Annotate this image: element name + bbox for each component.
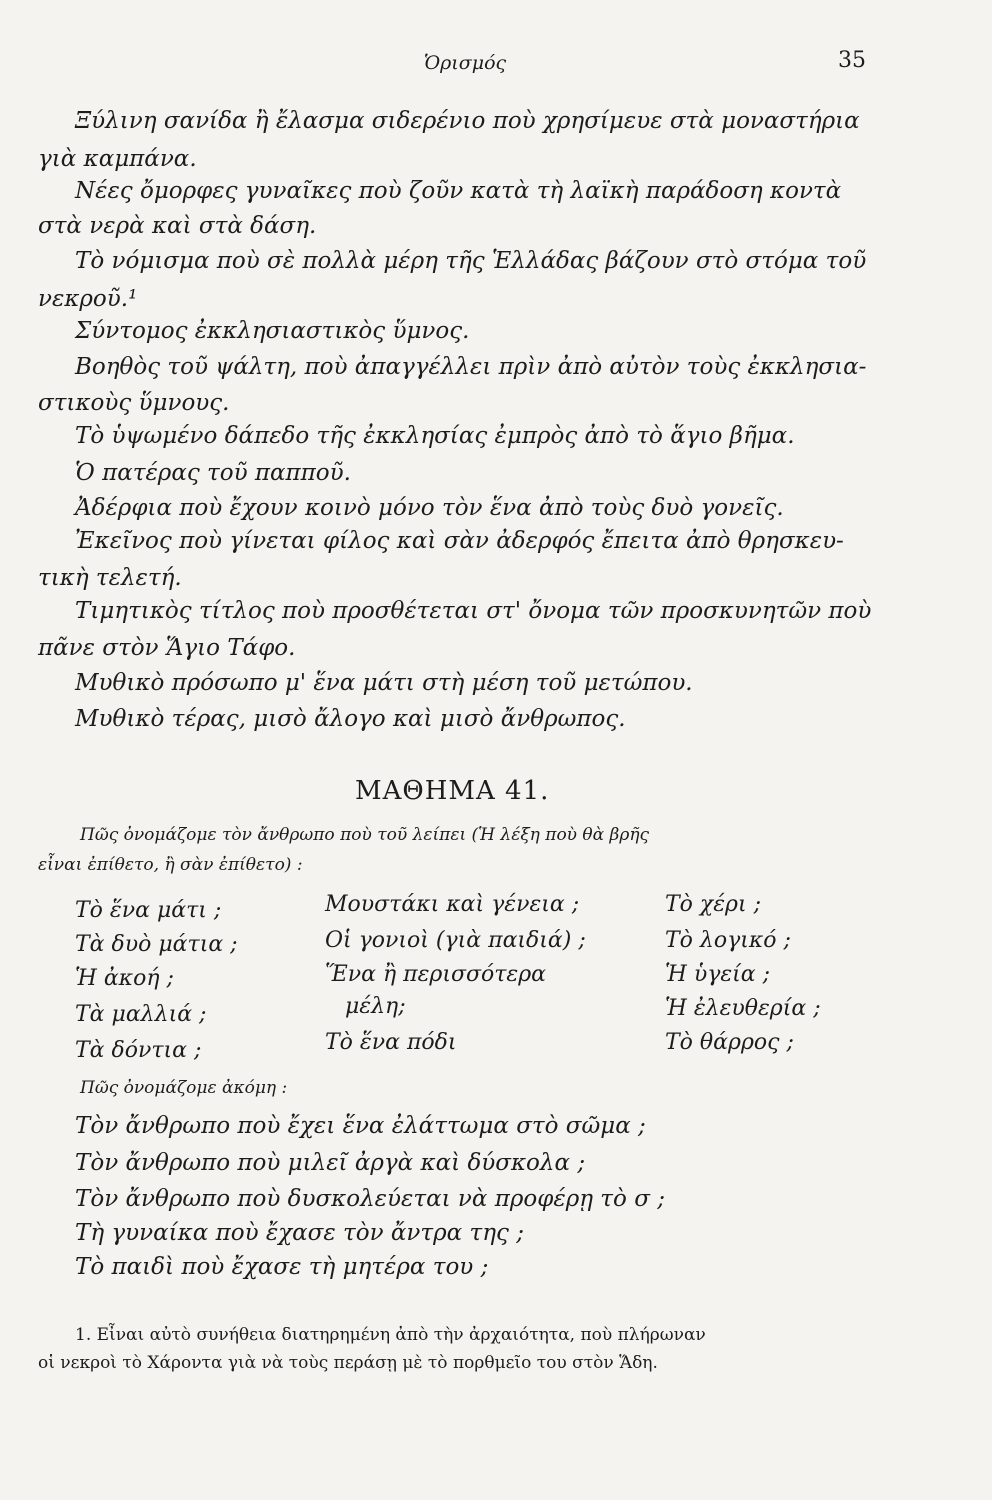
- exercise-item: Τὸ ἕνα μάτι ;: [75, 898, 222, 923]
- exercise-item: Τὸ χέρι ;: [665, 892, 762, 917]
- exercise-item: Τὸ λογικό ;: [665, 928, 791, 953]
- definition-line: Ἐκεῖνος ποὺ γίνεται φίλος καὶ σὰν ἀδερφός ἔπειτα ἀπὸ θρησκευ-: [75, 528, 844, 554]
- lesson-instruction: Πῶς ὀνομάζομε τὸν ἄνθρωπο ποὺ τοῦ λείπει (Ἡ λέξη ποὺ θὰ βρῆς: [80, 825, 650, 845]
- page-number: 35: [838, 48, 866, 73]
- exercise-item: Τὸ θάρρος ;: [665, 1030, 794, 1055]
- definition-line: Τὸ ὑψωμένο δάπεδο τῆς ἐκκλησίας ἐμπρὸς ἀπὸ τὸ ἅγιο βῆμα.: [75, 423, 795, 449]
- definition-line: Βοηθὸς τοῦ ψάλτη, ποὺ ἀπαγγέλλει πρὶν ἀπὸ αὐτὸν τοὺς ἐκκλησια-: [75, 354, 867, 380]
- question-line: Τὴ γυναίκα ποὺ ἔχασε τὸν ἄντρα της ;: [75, 1220, 524, 1246]
- footnote: οἱ νεκροὶ τὸ Χάροντα γιὰ νὰ τοὺς περάσῃ μὲ τὸ πορθμεῖο του στὸν Ἅδη.: [38, 1353, 658, 1373]
- exercise-item: Μουστάκι καὶ γένεια ;: [325, 892, 580, 917]
- definition-line: Σύντομος ἐκκλησιαστικὸς ὕμνος.: [75, 318, 470, 344]
- definition-line: Μυθικὸ τέρας, μισὸ ἄλογο καὶ μισὸ ἄνθρωπος.: [75, 706, 626, 732]
- exercise-item: Ἡ ἀκοή ;: [75, 966, 174, 991]
- exercise-item: Τὰ δυὸ μάτια ;: [75, 932, 238, 957]
- definition-line: στικοὺς ὕμνους.: [38, 390, 230, 416]
- definition-line: νεκροῦ.¹: [38, 286, 138, 312]
- definition-line: Τὸ νόμισμα ποὺ σὲ πολλὰ μέρη τῆς Ἑλλάδας βάζουν στὸ στόμα τοῦ: [75, 248, 867, 274]
- definition-line: γιὰ καμπάνα.: [38, 146, 197, 172]
- lesson-heading: ΜΑΘΗΜΑ 41.: [355, 776, 550, 806]
- question-line: Τὸν ἄνθρωπο ποὺ μιλεῖ ἀργὰ καὶ δύσκολα ;: [75, 1150, 586, 1176]
- exercise-item: Ἡ ἐλευθερία ;: [665, 996, 821, 1021]
- definition-line: Νέες ὄμορφες γυναῖκες ποὺ ζοῦν κατὰ τὴ λαϊκὴ παράδοση κοντὰ: [75, 178, 842, 204]
- definition-line: πᾶνε στὸν Ἅγιο Τάφο.: [38, 635, 296, 661]
- definition-line: στὰ νερὰ καὶ στὰ δάση.: [38, 213, 317, 239]
- footnote: 1. Εἶναι αὐτὸ συνήθεια διατηρημένη ἀπὸ τὴν ἀρχαιότητα, ποὺ πλήρωναν: [75, 1325, 706, 1345]
- definition-line: Ἀδέρφια ποὺ ἔχουν κοινὸ μόνο τὸν ἕνα ἀπὸ τοὺς δυὸ γονεῖς.: [75, 495, 784, 521]
- exercise-item: Τὰ μαλλιά ;: [75, 1002, 207, 1027]
- lesson-instruction: Πῶς ὀνομάζομε ἀκόμη :: [80, 1078, 288, 1098]
- question-line: Τὸν ἄνθρωπο ποὺ ἔχει ἕνα ἐλάττωμα στὸ σῶμα ;: [75, 1113, 646, 1139]
- definition-line: Τιμητικὸς τίτλος ποὺ προσθέτεται στ' ὄνομα τῶν προσκυνητῶν ποὺ: [75, 598, 872, 624]
- definition-line: Ξύλινη σανίδα ἢ ἔλασμα σιδερένιο ποὺ χρησίμευε στὰ μοναστήρια: [75, 108, 860, 134]
- lesson-instruction: εἶναι ἐπίθετο, ἢ σὰν ἐπίθετο) :: [38, 855, 303, 875]
- exercise-item: Τὰ δόντια ;: [75, 1038, 202, 1063]
- exercise-item: Ἡ ὑγεία ;: [665, 962, 771, 987]
- definition-line: τικὴ τελετή.: [38, 565, 182, 591]
- definition-line: Μυθικὸ πρόσωπο μ' ἕνα μάτι στὴ μέση τοῦ μετώπου.: [75, 670, 693, 696]
- question-line: Τὸν ἄνθρωπο ποὺ δυσκολεύεται νὰ προφέρῃ τὸ σ ;: [75, 1186, 665, 1212]
- exercise-item: Ἕνα ἢ περισσότερα: [325, 962, 547, 987]
- question-line: Τὸ παιδὶ ποὺ ἔχασε τὴ μητέρα του ;: [75, 1254, 489, 1280]
- exercise-item: Τὸ ἕνα πόδι: [325, 1030, 457, 1055]
- exercise-item: Οἱ γονιοὶ (γιὰ παιδιά) ;: [325, 928, 586, 953]
- definition-line: Ὁ πατέρας τοῦ παπποῦ.: [75, 460, 351, 486]
- running-header-title: Ὁρισμός: [423, 52, 507, 74]
- exercise-item: μέλη;: [345, 994, 406, 1019]
